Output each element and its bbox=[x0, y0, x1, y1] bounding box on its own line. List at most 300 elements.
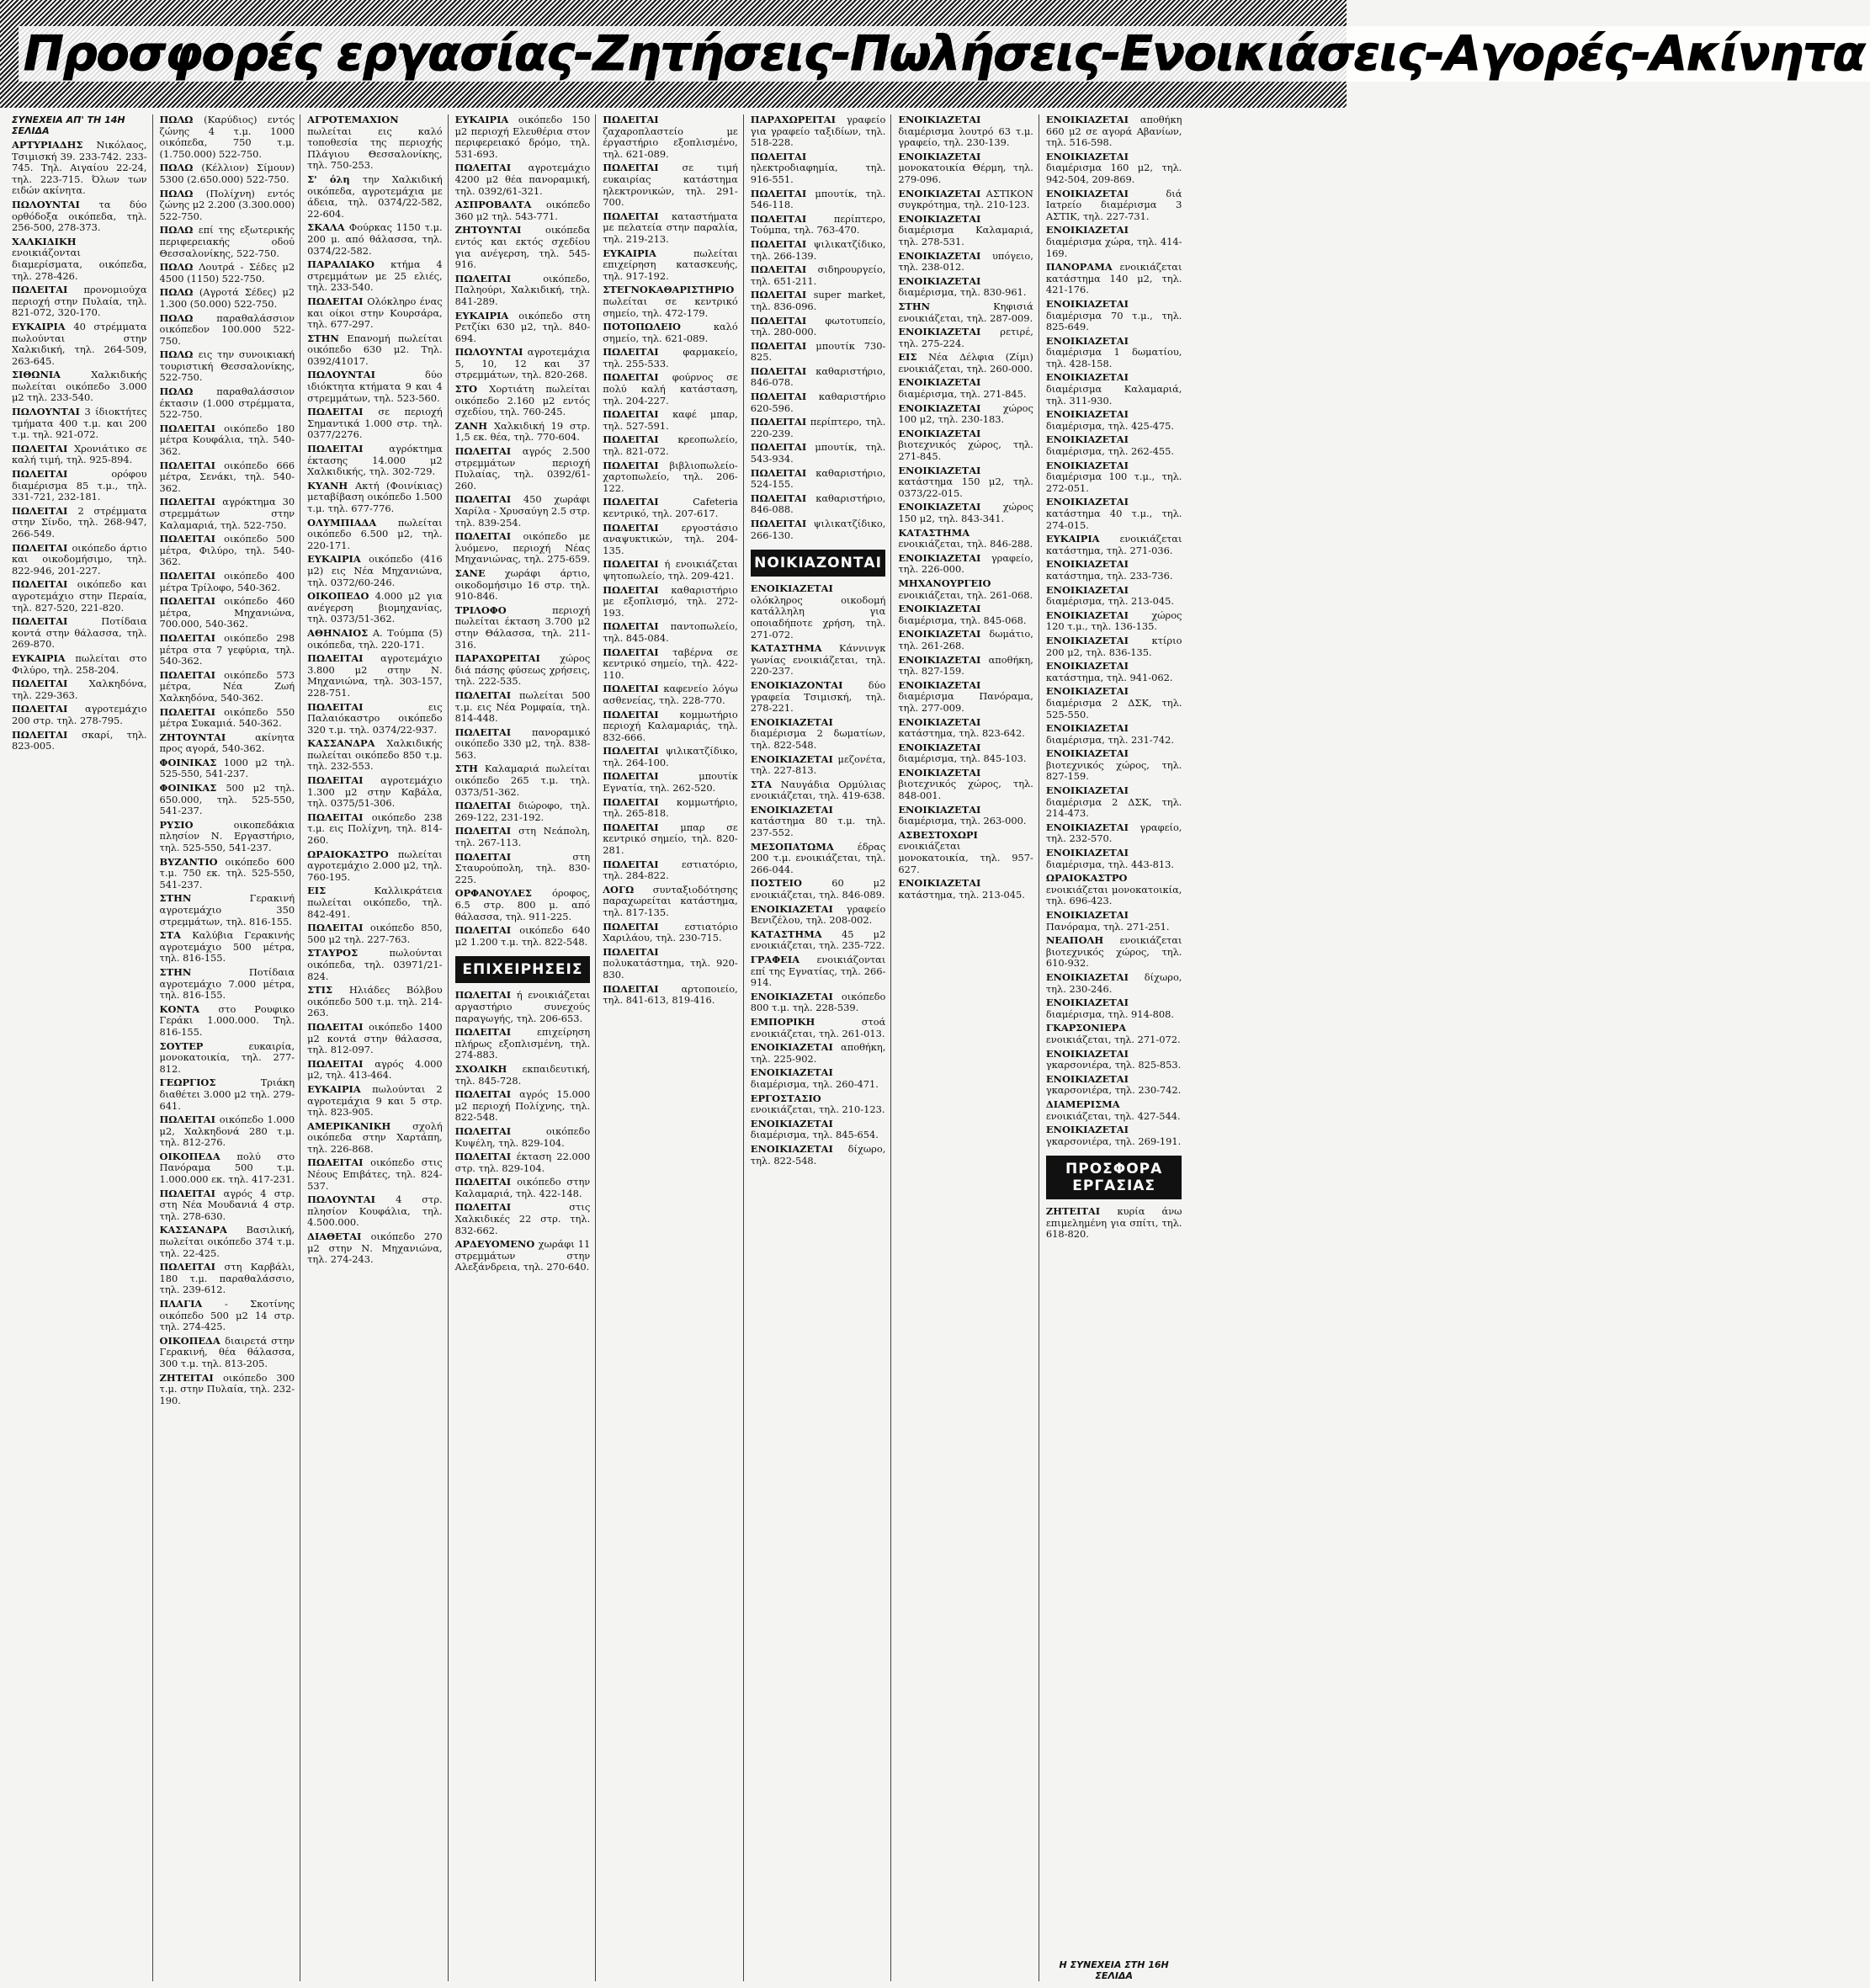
ad-lead: ΕΝΟΙΚΙΑΖΕΤΑΙ bbox=[898, 803, 981, 816]
continuation-header: ΣΥΝΕΧΕΙΑ ΑΠ' ΤΗ 14Η ΣΕΛΙΔΑ bbox=[12, 114, 125, 136]
classified-ad bbox=[1046, 262, 1182, 296]
classified-ad bbox=[603, 248, 738, 283]
ad-text: ή ενοικιάζεται ψητοπωλείο, τηλ. 209-421. bbox=[603, 558, 738, 582]
ad-lead: ΕΝΟΙΚΙΑΖΕΤΑΙ bbox=[1045, 609, 1152, 621]
classified-ad bbox=[751, 151, 886, 186]
ad-lead: ΠΩΛΕΙΤΑΙ bbox=[603, 114, 659, 125]
classified-ad bbox=[307, 554, 443, 588]
ad-lead: ΣΙΘΩΝΙΑ bbox=[12, 369, 92, 381]
ad-text: 450 χωράφι Χαρίλα - Χρυσαύγη 2.5 στρ. τηλ. 839-254. bbox=[454, 493, 591, 529]
ad-lead: ΠΩΛΕΙΤΑΙ bbox=[603, 683, 664, 695]
classified-ad bbox=[12, 322, 147, 367]
ad-lead: ΠΩΛΕΙΤΑΙ bbox=[159, 569, 225, 582]
ad-lead: ΕΝΟΙΚΙΑΖΕΤΑΙ bbox=[898, 678, 981, 691]
classified-ad bbox=[307, 518, 443, 552]
ad-text: ενοικιάζεται μονοκατοικία, τηλ. 957-627. bbox=[898, 840, 1033, 875]
ad-text: κομμωτήριο, τηλ. 265-818. bbox=[603, 795, 738, 820]
classified-ad bbox=[751, 779, 886, 802]
classified-ad bbox=[307, 849, 443, 884]
ad-text: εστιατόριο Χαριλάου, τηλ. 230-715. bbox=[603, 920, 738, 944]
ad-text: ή ενοικιάζεται αργαστήριο συνεχούς παραγωγής, τηλ. 206-653. bbox=[454, 989, 591, 1024]
ad-text: όροφος, 6.5 στρ. 800 μ. από θάλασσα, τηλ. 911-225. bbox=[454, 887, 591, 922]
classified-ad bbox=[898, 428, 1033, 463]
classified-ad bbox=[751, 264, 886, 287]
classified-ad bbox=[751, 189, 886, 211]
ad-lead: ΠΩΛΕΙΤΑΙ bbox=[12, 468, 112, 481]
classified-ad bbox=[455, 384, 591, 418]
ad-text: φωτοτυπείο, τηλ. 280-000. bbox=[750, 314, 886, 338]
section-heading-business: ΕΠΙΧΕΙΡΗΣΕΙΣ bbox=[455, 956, 591, 983]
ad-text: οικόπεδο 850, 500 μ2 τηλ. 227-763. bbox=[307, 922, 443, 945]
classified-ad bbox=[455, 1027, 591, 1061]
ad-text: διαμέρισμα, τηλ. 443-813. bbox=[1045, 858, 1175, 870]
ad-text: Cafeteria κεντρικό, τηλ. 207-617. bbox=[603, 496, 738, 519]
classified-ad bbox=[898, 403, 1033, 426]
ad-text: αγροτεμάχιο 200 στρ. τηλ. 278-795. bbox=[12, 703, 147, 726]
classified-ad bbox=[160, 930, 295, 965]
ad-lead: ΕΝΟΙΚΙΑΖΕΤΑΙ bbox=[1045, 909, 1129, 921]
ad-text: αγροτεμάχιο 4200 μ2 θέα πανοραμική, τηλ. 0392/61-321. bbox=[454, 162, 591, 197]
classified-ad bbox=[603, 211, 738, 246]
ad-lead: ΠΩΛΕΙΤΑΙ bbox=[750, 364, 816, 377]
classified-ad bbox=[307, 481, 443, 515]
classified-ad bbox=[455, 274, 591, 308]
classified-ad bbox=[898, 189, 1033, 211]
classified-ad bbox=[455, 531, 591, 566]
ad-lead: ΠΩΛΕΙΤΑΙ bbox=[307, 922, 370, 934]
classified-ad bbox=[603, 497, 738, 519]
classified-ad bbox=[160, 225, 295, 259]
ad-text: πωλείται στο Φιλύρο, τηλ. 258-204. bbox=[12, 651, 147, 676]
classified-ad bbox=[898, 768, 1033, 802]
ad-lead: ΠΩΛΕΙΤΑΙ bbox=[454, 989, 517, 1002]
ad-lead: ΑΣΠΡΟΒΑΛΤΑ bbox=[454, 199, 546, 211]
ad-lead: ΠΩΛΕΙΤΑΙ bbox=[307, 811, 372, 823]
ad-text: οικόπεδο 150 μ2 περιοχή Ελευθέρια στον περιφερειακό δρόμο, τηλ. 531-693. bbox=[454, 114, 591, 160]
ad-lead: ΠΩΛΕΙΤΑΙ bbox=[307, 1156, 371, 1169]
ad-text: οικόπεδο 300 τ.μ. στην Πυλαία, τηλ. 232-190. bbox=[159, 1371, 295, 1406]
classified-ad bbox=[160, 1077, 295, 1112]
ad-text: οικόπεδο 666 μέτρα, Σενάκι, τηλ. 540-362. bbox=[159, 459, 295, 494]
ad-text: χώρος 150 μ2, τηλ. 843-341. bbox=[898, 501, 1033, 524]
ad-lead: ΕΥΚΑΙΡΙΑ bbox=[454, 114, 518, 125]
ad-lead: ΠΩΛΟΥΝΤΑΙ bbox=[454, 346, 528, 359]
ad-text: 4 στρ. πλησίον Κουφάλια, τηλ. 4.500.000. bbox=[307, 1193, 443, 1229]
ad-text: Χαλκιδικής πωλείται οικόπεδο 3.000 μ2 τηλ. 233-540. bbox=[12, 369, 147, 404]
ad-lead: ΠΩΛΕΙΤΑΙ bbox=[454, 800, 519, 812]
classified-ad bbox=[307, 114, 443, 172]
classified-ad bbox=[751, 1017, 886, 1039]
ad-lead: ΠΑΡΑΧΩΡΕΙΤΑΙ bbox=[750, 114, 847, 125]
classified-ad bbox=[1046, 585, 1182, 608]
ad-lead: ΕΝΟΙΚΙΑΖΕΤΑΙ bbox=[1045, 583, 1129, 596]
ad-lead: ΕΝΟΙΚΙΑΖΕΤΑΙ bbox=[898, 464, 981, 476]
ad-lead: ΠΩΛΕΙΤΑΙ bbox=[307, 1020, 369, 1033]
classified-ad bbox=[751, 442, 886, 465]
classified-ad bbox=[751, 1144, 886, 1167]
ad-lead: ΕΝΟΙΚΙΑΖΕΤΑΙ bbox=[1045, 371, 1129, 384]
ad-text: εις Παλαιόκαστρο οικόπεδο 320 τ.μ. τηλ. 0374/22-937. bbox=[307, 700, 443, 736]
ad-text: επί της εξωτερικής περιφερειακής οδού Θεσσαλονίκης, 522-750. bbox=[159, 224, 295, 259]
ad-lead: ΠΩΛΕΙΤΑΙ bbox=[603, 521, 682, 534]
classified-ad bbox=[603, 372, 738, 407]
classified-ad bbox=[898, 151, 1033, 186]
classified-ad bbox=[603, 559, 738, 582]
ad-text: κατάστημα, τηλ. 823-642. bbox=[898, 727, 1025, 740]
classified-ad bbox=[751, 1067, 886, 1090]
ad-lead: ΠΩΛΕΙΤΑΙ bbox=[307, 700, 428, 713]
classified-ad bbox=[455, 1126, 591, 1149]
ad-lead: ΚΑΤΑΣΤΗΜΑ bbox=[750, 928, 842, 940]
ad-lead: ΣΤΙΣ bbox=[307, 984, 349, 997]
ad-text: παντοπωλείο, τηλ. 845-084. bbox=[603, 620, 738, 644]
ad-lead: Σ' όλη bbox=[307, 173, 363, 185]
ad-text: διαμέρισμα λουτρό 63 τ.μ. γραφείο, τηλ. 230-139. bbox=[898, 125, 1033, 149]
classified-ad bbox=[1046, 460, 1182, 495]
ad-text: οικόπεδο, Παληούρι, Χαλκιδική, τηλ. 841-289. bbox=[454, 272, 591, 307]
ad-text: κρεοπωλείο, τηλ. 821-072. bbox=[603, 433, 738, 458]
ad-lead: ΠΩΛΟΥΝΤΑΙ bbox=[307, 369, 426, 381]
classified-ad bbox=[898, 528, 1033, 550]
ad-text: γραφείο για γραφείο ταξιδίων, τηλ. 518-228. bbox=[750, 114, 886, 149]
banner-title bbox=[19, 3, 1865, 104]
classified-ad bbox=[1046, 1074, 1182, 1097]
classified-ad bbox=[751, 1119, 886, 1141]
ad-lead: ΠΟΤΟΠΩΛΕΙΟ bbox=[603, 321, 714, 333]
classified-ad bbox=[1046, 935, 1182, 970]
ad-lead: ΠΩΛΕΙΤΑΙ bbox=[454, 688, 520, 701]
ad-text: γκαρσονιέρα, τηλ. 230-742. bbox=[1045, 1084, 1182, 1097]
classified-ad bbox=[160, 596, 295, 630]
ad-lead: ΕΝΟΙΚΙΑΖΕΤΑΙ bbox=[1045, 722, 1129, 735]
classified-ad bbox=[160, 1004, 295, 1039]
classified-ad bbox=[160, 1114, 295, 1149]
ad-text: στη Σταυρούπολη, τηλ. 830-225. bbox=[454, 850, 591, 885]
ad-lead: ΕΝΟΙΚΙΑΖΕΤΑΙ bbox=[1045, 634, 1152, 646]
ad-lead: ΠΩΛΕΙΤΑΙ bbox=[454, 1176, 518, 1188]
classified-ad bbox=[603, 434, 738, 457]
ad-lead: ΠΩΛΕΙΤΑΙ bbox=[454, 1124, 546, 1137]
classified-ad bbox=[1046, 1124, 1182, 1147]
ad-lead: ΠΩΛΕΙΤΑΙ bbox=[12, 728, 82, 741]
classified-ad bbox=[898, 603, 1033, 626]
ad-lead: ΣΤΗΝ bbox=[898, 300, 994, 312]
classified-ad bbox=[455, 763, 591, 798]
ad-text: πανοραμικό οικόπεδο 330 μ2, τηλ. 838-563. bbox=[454, 726, 591, 761]
classified-ad bbox=[1046, 189, 1182, 223]
ad-text: μπουτίκ Εγνατία, τηλ. 262-520. bbox=[603, 770, 738, 795]
classified-ad bbox=[603, 585, 738, 619]
ad-lead: ΕΝΟΙΚΙΑΖΕΤΑΙ bbox=[898, 274, 981, 287]
ad-lead: ΚΑΣΣΑΝΔΡΑ bbox=[159, 1224, 247, 1236]
ad-lead: ΜΗΧΑΝΟΥΡΓΕΙΟ bbox=[898, 577, 991, 589]
ad-lead: ΧΑΛΚΙΔΙΚΗ bbox=[12, 235, 77, 247]
ad-text: ΑΣΤΙΚΟΝ συγκρότημα, τηλ. 210-123. bbox=[898, 187, 1033, 211]
ad-text: αγρός 4 στρ. στη Νέα Μουδανιά 4 στρ. τηλ. 278-630. bbox=[159, 1187, 295, 1222]
ad-lead: ΠΩΛΕΙΤΑΙ bbox=[750, 212, 834, 225]
ad-lead: ΕΝΟΙΚΙΑΖΕΤΑΙ bbox=[750, 902, 847, 915]
ad-lead: ΠΩΛΕΙΤΑΙ bbox=[750, 339, 816, 352]
ad-lead: ΠΟΣΤΕΙΟ bbox=[750, 877, 832, 890]
classified-ad bbox=[603, 984, 738, 1007]
ad-text: οικόπεδο 573 μέτρα, Νέα Ζωή Χαλκηδόνα, 540-362. bbox=[159, 668, 295, 704]
ad-lead: ΠΩΛΕΙΤΑΙ bbox=[603, 982, 682, 995]
classified-ad bbox=[12, 704, 147, 726]
ad-text: συνταξιοδότησης παραχωρείται κατάστημα, τηλ. 817-135. bbox=[603, 883, 738, 918]
classified-ad bbox=[307, 1121, 443, 1156]
ad-lead: ΚΑΣΣΑΝΔΡΑ bbox=[307, 737, 387, 750]
ad-lead: ΠΩΛΕΙΤΑΙ bbox=[159, 533, 225, 545]
ad-text: ζαχαροπλαστείο με έργαστήριο εξοπλισμένο, τηλ. 621-089. bbox=[603, 125, 738, 160]
ad-text: διαμέρισμα, τηλ. 260-471. bbox=[750, 1077, 879, 1090]
classified-ad bbox=[455, 494, 591, 529]
classified-ad bbox=[160, 967, 295, 1002]
ad-lead: ΦΟΙΝΙΚΑΣ bbox=[159, 782, 226, 795]
classified-ad bbox=[307, 407, 443, 441]
classified-ad bbox=[898, 655, 1033, 678]
classified-ad bbox=[12, 616, 147, 651]
ad-lead: ΕΝΟΙΚΙΑΖΕΤΑΙ bbox=[898, 715, 981, 728]
ad-text: οικόπεδο 238 τ.μ. εις Πολίχνη, τηλ. 814-260. bbox=[307, 811, 443, 847]
ad-lead: ΣΤΗΝ bbox=[159, 965, 249, 978]
ad-text: πολύ στο Πανόραμα 500 τ.μ. 1.000.000 εκ. τηλ. 417-231. bbox=[159, 1150, 295, 1186]
ad-lead: ΕΝΟΙΚΙΑΖΕΤΑΙ bbox=[1045, 224, 1129, 237]
ad-lead: ΠΩΛΕΙΤΑΙ bbox=[603, 162, 683, 174]
ad-text: ταβέρνα σε κεντρικό σημείο, τηλ. 422-110. bbox=[603, 646, 738, 681]
ad-lead: ΕΝΟΙΚΙΑΖΕΤΑΙ bbox=[1045, 114, 1140, 125]
ad-text: αγρός 4.000 μ2, τηλ. 413-464. bbox=[307, 1057, 443, 1082]
ad-text: στοά ενοικιάζεται, τηλ. 261-013. bbox=[750, 1015, 886, 1039]
ad-text: ρετιρέ, τηλ. 275-224. bbox=[898, 326, 1033, 349]
ad-lead: ΠΩΛΕΙΤΑΙ bbox=[159, 459, 225, 471]
ad-text: οικόπεδο 298 μέτρα στα 7 γεφύρια, τηλ. 540-362. bbox=[159, 631, 295, 667]
section-heading-jobs: ΠΡΟΣΦΟΡΑ ΕΡΓΑΣΙΑΣ bbox=[1046, 1156, 1182, 1199]
ad-lead: ΣΤΑ bbox=[750, 778, 781, 790]
ad-text: αποθήκη, τηλ. 827-159. bbox=[898, 653, 1033, 678]
ad-lead: ΚΥΑΝΗ bbox=[307, 479, 356, 492]
classified-ad bbox=[455, 421, 591, 444]
ad-text: οικόπεδα εντός και εκτός σχεδίου για ανέγερση, τηλ. 545-916. bbox=[454, 224, 591, 271]
classified-ad bbox=[898, 553, 1033, 576]
ad-text: οικόπεδο 640 μ2 1.200 τ.μ. τηλ. 822-548. bbox=[454, 924, 591, 948]
ad-lead: ΠΩΛΕΙΤΑΙ bbox=[159, 1261, 225, 1273]
classified-ad bbox=[751, 754, 886, 777]
ad-text: διαμέρισμα Καλαμαριά, τηλ. 278-531. bbox=[898, 224, 1033, 247]
ad-lead: ΣΧΟΛΙΚΗ bbox=[454, 1062, 523, 1075]
ad-lead: ΕΝΟΙΚΙΑΖΕΤΑΙ bbox=[1045, 997, 1129, 1009]
ad-text: χώρος 120 τ.μ., τηλ. 136-135. bbox=[1045, 609, 1182, 633]
classified-ad bbox=[898, 214, 1033, 248]
classified-ad bbox=[455, 826, 591, 848]
ad-text: διαμέρισμα, τηλ. 262-455. bbox=[1045, 445, 1175, 458]
classified-ad bbox=[751, 717, 886, 752]
classified-ad bbox=[160, 1336, 295, 1370]
ad-lead: ΠΩΛΕΙΤΑΙ bbox=[603, 583, 672, 596]
classified-ad bbox=[898, 301, 1033, 324]
classified-ad bbox=[12, 579, 147, 614]
ad-lead: ΕΥΚΑΙΡΙΑ bbox=[1045, 533, 1120, 545]
ad-text: διαμέρισμα, τηλ. 845-103. bbox=[898, 752, 1027, 765]
ad-text: περίπτερο, Τούμπα, τηλ. 763-470. bbox=[750, 212, 886, 237]
ad-text: χώρος διά πάσης φύσεως χρήσεις, τηλ. 222-535. bbox=[454, 652, 591, 688]
ad-text: ψιλικατζίδικο, τηλ. 266-139. bbox=[750, 237, 886, 262]
classified-ad bbox=[455, 925, 591, 948]
ad-lead: ΠΑΡΑΛΙΑΚΟ bbox=[307, 258, 391, 271]
ad-text: οικόπεδο 360 μ2 τηλ. 543-771. bbox=[454, 199, 591, 222]
classified-ad bbox=[751, 239, 886, 262]
ad-lead: ΣΤΑΥΡΟΣ bbox=[307, 947, 390, 959]
ad-text: οικόπεδο 600 τ.μ. 750 εκ. τηλ. 525-550, 541-237. bbox=[159, 855, 295, 890]
classified-ad bbox=[751, 214, 886, 237]
classified-ad bbox=[160, 732, 295, 755]
ad-lead: ΕΝΟΙΚΙΑΖΕΤΑΙ bbox=[898, 249, 992, 262]
ad-lead: ΠΩΛΕΙΤΑΙ bbox=[159, 631, 225, 644]
ad-lead: ΣΟΥΤΕΡ bbox=[159, 1039, 249, 1052]
ad-lead: ΓΡΑΦΕΙΑ bbox=[750, 954, 817, 965]
ad-lead: ΠΩΛΕΙΤΑΙ bbox=[750, 391, 819, 403]
ad-lead: ΕΝΟΙΚΙΑΖΕΤΑΙ bbox=[898, 766, 981, 779]
ad-lead: ΠΩΛΕΙΤΑΙ bbox=[603, 620, 671, 633]
column-3 bbox=[307, 114, 449, 1981]
ad-lead: ΠΩΛΕΙΤΑΙ bbox=[159, 668, 225, 681]
classified-ad bbox=[898, 352, 1033, 375]
ad-lead: ΠΩΛΕΙΤΑΙ bbox=[12, 578, 77, 591]
ad-text: 45 μ2 ενοικιάζεται, τηλ. 235-722. bbox=[750, 928, 886, 952]
ad-text: πωλείται επιχείρηση κατασκευής, τηλ. 917-192. bbox=[603, 247, 738, 282]
ad-text: πωλείται εις καλό τοποθεσία της περιοχής Πλάγιου Θεσσαλονίκης, τηλ. 750-253. bbox=[307, 125, 443, 172]
ad-text: εργοστάσιο αναψυκτικών, τηλ. 204-135. bbox=[603, 521, 738, 556]
classified-ad bbox=[455, 446, 591, 492]
column-4 bbox=[455, 114, 597, 1981]
ad-text: Α. Τούμπα (5) οικόπεδα, τηλ. 220-171. bbox=[307, 626, 443, 651]
classified-ad bbox=[307, 885, 443, 920]
ad-text: οικόπεδο 1.000 μ2, Χαλκηδονά 280 τ.μ. τηλ. 812-276. bbox=[159, 1114, 295, 1149]
ad-lead: ΟΡΦΑΝΟΥΛΕΣ bbox=[454, 887, 552, 900]
ad-lead: ΠΩΛΕΙΤΑΙ bbox=[12, 541, 72, 554]
ad-text: ενοικιάζεται, τηλ. 210-123. bbox=[750, 1103, 885, 1116]
ad-lead: ΕΝΟΙΚΙΑΖΕΤΑΙ bbox=[750, 715, 833, 728]
ad-lead: ΠΩΛΕΙΤΑΙ bbox=[454, 1026, 537, 1039]
classified-ad bbox=[455, 568, 591, 603]
ad-lead: ΠΩΛΟΥΝΤΑΙ bbox=[307, 1193, 396, 1206]
ad-lead: ΠΩΛΕΙΤΑΙ bbox=[454, 1088, 520, 1101]
ad-text: Καλύβια Γερακινής αγροτεμάχιο 500 μέτρα, τηλ. 816-155. bbox=[159, 929, 295, 965]
classified-ad bbox=[1046, 848, 1182, 870]
ad-lead: ΕΥΚΑΙΡΙΑ bbox=[454, 309, 519, 322]
ad-text: Φούρκας 1150 τ.μ. 200 μ. από θάλασσα, τηλ. 0374/22-582. bbox=[307, 221, 443, 257]
classified-ad bbox=[751, 290, 886, 312]
ad-text: σε περιοχή Σημαντικά 1.000 στρ. τηλ. 0377/2276. bbox=[307, 406, 443, 441]
ad-lead: ΠΩΛΕΙΤΑΙ bbox=[454, 530, 523, 543]
ad-lead: ΠΩΛΕΙΤΑΙ bbox=[159, 422, 225, 434]
classified-ad bbox=[160, 460, 295, 495]
ad-text: καθαριστήριο, 846-088. bbox=[750, 492, 886, 516]
classified-ad bbox=[1046, 910, 1182, 933]
ad-lead: ΠΩΛΕΙΤΑΙ bbox=[750, 416, 810, 428]
ad-text: την Χαλκιδική οικόπεδα, αγροτεμάχια με άδεια, τηλ. 0374/22-582, 22-604. bbox=[307, 173, 443, 220]
classified-ad bbox=[603, 947, 738, 981]
ad-text: καθαριστήριο, 524-155. bbox=[750, 466, 886, 491]
column-1 bbox=[12, 114, 153, 1981]
ad-text: διαμέρισμα 1 δωματίου, τηλ. 428-158. bbox=[1045, 346, 1182, 369]
ad-lead: ΠΩΛΕΙΤΑΙ bbox=[603, 745, 666, 757]
ad-lead: ΕΙΣ bbox=[307, 885, 375, 897]
ad-text: ενοικιάζεται κατάστημα 140 μ2, τηλ. 421-176. bbox=[1045, 261, 1182, 296]
classified-ad bbox=[12, 678, 147, 701]
ad-lead: ΕΝΟΙΚΙΑΖΕΤΑΙ bbox=[1045, 496, 1129, 508]
ad-text: 3 ίδιοκτήτες τμήματα 400 τ.μ. και 200 τ.μ. τηλ. 921-072. bbox=[12, 406, 147, 441]
classified-ad bbox=[12, 369, 147, 404]
classified-ad bbox=[455, 800, 591, 823]
ad-text: προνομιούχα περιοχή στην Πυλαία, τηλ. 821-072, 320-170. bbox=[12, 284, 147, 319]
ad-text: κατάστημα 150 μ2, τηλ. 0373/22-015. bbox=[898, 476, 1033, 499]
classified-ad bbox=[12, 407, 147, 441]
classified-ad bbox=[307, 591, 443, 625]
classified-ad bbox=[307, 1059, 443, 1082]
ad-lead: ΠΩΛΕΙΤΑΙ bbox=[307, 295, 368, 307]
ad-lead: ΕΝΟΙΚΙΑΖΕΤΑΙ bbox=[898, 401, 1003, 414]
classified-ad bbox=[455, 347, 591, 381]
ad-lead: ΠΩΛΕΙΤΑΙ bbox=[454, 445, 523, 458]
ad-lead: ΠΩΛΕΙΤΑΙ bbox=[307, 406, 379, 418]
ad-lead: ΠΩΛΕΙΤΑΙ bbox=[454, 493, 523, 506]
ad-lead: ΠΩΛΕΙΤΑΙ bbox=[603, 459, 670, 471]
classified-ad bbox=[307, 1084, 443, 1119]
classified-ad bbox=[307, 1157, 443, 1192]
ad-lead: ΕΝΟΙΚΙΑΖΕΤΑΙ bbox=[1045, 334, 1129, 347]
ad-lead: ΟΙΚΟΠΕΔΟ bbox=[307, 590, 375, 603]
classified-ad bbox=[307, 1194, 443, 1229]
ad-text: διαμέρισμα, τηλ. 830-961. bbox=[898, 286, 1027, 299]
ad-lead: ΠΩΛΕΙΤΑΙ bbox=[750, 492, 816, 504]
ad-lead: ΠΩΛΕΙΤΑΙ bbox=[12, 284, 84, 296]
classified-ad bbox=[1046, 610, 1182, 633]
classified-ad bbox=[898, 327, 1033, 349]
ad-text: ενοικιάζεται μονοκατοικία, τηλ. 696-423. bbox=[1045, 883, 1182, 907]
ad-lead: ΠΑΝΟΡΑΜΑ bbox=[1045, 261, 1120, 274]
ad-lead: ΕΝΟΙΚΙΑΖΕΤΑΙ bbox=[750, 990, 842, 1002]
ad-text: διαμέρισμα 2 δωματίων, τηλ. 822-548. bbox=[750, 727, 886, 751]
ad-text: 40 στρέμματα πωλούνται στην Χαλκιδική, τηλ. 264-509, 263-645. bbox=[12, 320, 147, 367]
ad-lead: ΕΝΟΙΚΙΑΖΕΤΑΙ bbox=[1045, 187, 1166, 199]
ad-lead: ΓΚΑΡΣΟΝΙΕΡΑ bbox=[1045, 1022, 1127, 1034]
ad-lead: ΕΝΟΙΚΙΑΖΕΤΑΙ bbox=[1045, 660, 1129, 672]
ad-lead: ΚΑΤΑΣΤΗΜΑ bbox=[750, 642, 839, 655]
ad-text: τα δύο ορθόδοξα οικόπεδα, τηλ. 256-500, 278-373. bbox=[12, 198, 147, 234]
ad-lead: ΑΘΗΝΑΙΟΣ bbox=[307, 626, 373, 639]
classified-ad bbox=[12, 730, 147, 752]
ad-lead: ΕΝΟΙΚΙΑΖΕΤΑΙ bbox=[898, 326, 1001, 338]
ad-text: περίπτερο, τηλ. 220-239. bbox=[750, 416, 886, 439]
ad-text: στη Νεάπολη, τηλ. 267-113. bbox=[454, 825, 591, 849]
ad-text: ενοικιάζεται κατάστημα, τηλ. 271-036. bbox=[1045, 533, 1182, 556]
classified-ad bbox=[751, 391, 886, 414]
ad-lead: ΠΩΛΕΙΤΑΙ bbox=[307, 443, 390, 455]
ad-lead: ΕΝΟΙΚΙΑΖΕΤΑΙ bbox=[750, 582, 833, 595]
ad-lead: ΕΝΟΙΚΙΑΖΕΤΑΙ bbox=[1045, 433, 1129, 446]
ad-lead: ΕΝΟΙΚΙΑΖΕΤΑΙ bbox=[898, 877, 981, 890]
ad-lead: ΣΤΑ bbox=[159, 929, 193, 942]
classified-ad bbox=[751, 805, 886, 839]
ad-text: οικόπεδο και αγροτεμάχιο στην Περαία, τηλ. 827-520, 221-820. bbox=[12, 578, 147, 614]
classified-ad bbox=[1046, 972, 1182, 995]
ad-text: Ολόκληρο ένας και οίκοι στην Κουρσάρα, τηλ. 677-297. bbox=[307, 295, 443, 331]
classified-ad bbox=[160, 1299, 295, 1333]
classified-ad bbox=[160, 857, 295, 891]
classified-ad bbox=[898, 114, 1033, 149]
ad-text: αγρόκτημα έκτασης 14.000 μ2 Χαλκιδικής, τηλ. 302-729. bbox=[307, 443, 443, 478]
ad-lead: ΠΩΛΕΙΤΑΙ bbox=[750, 314, 826, 327]
